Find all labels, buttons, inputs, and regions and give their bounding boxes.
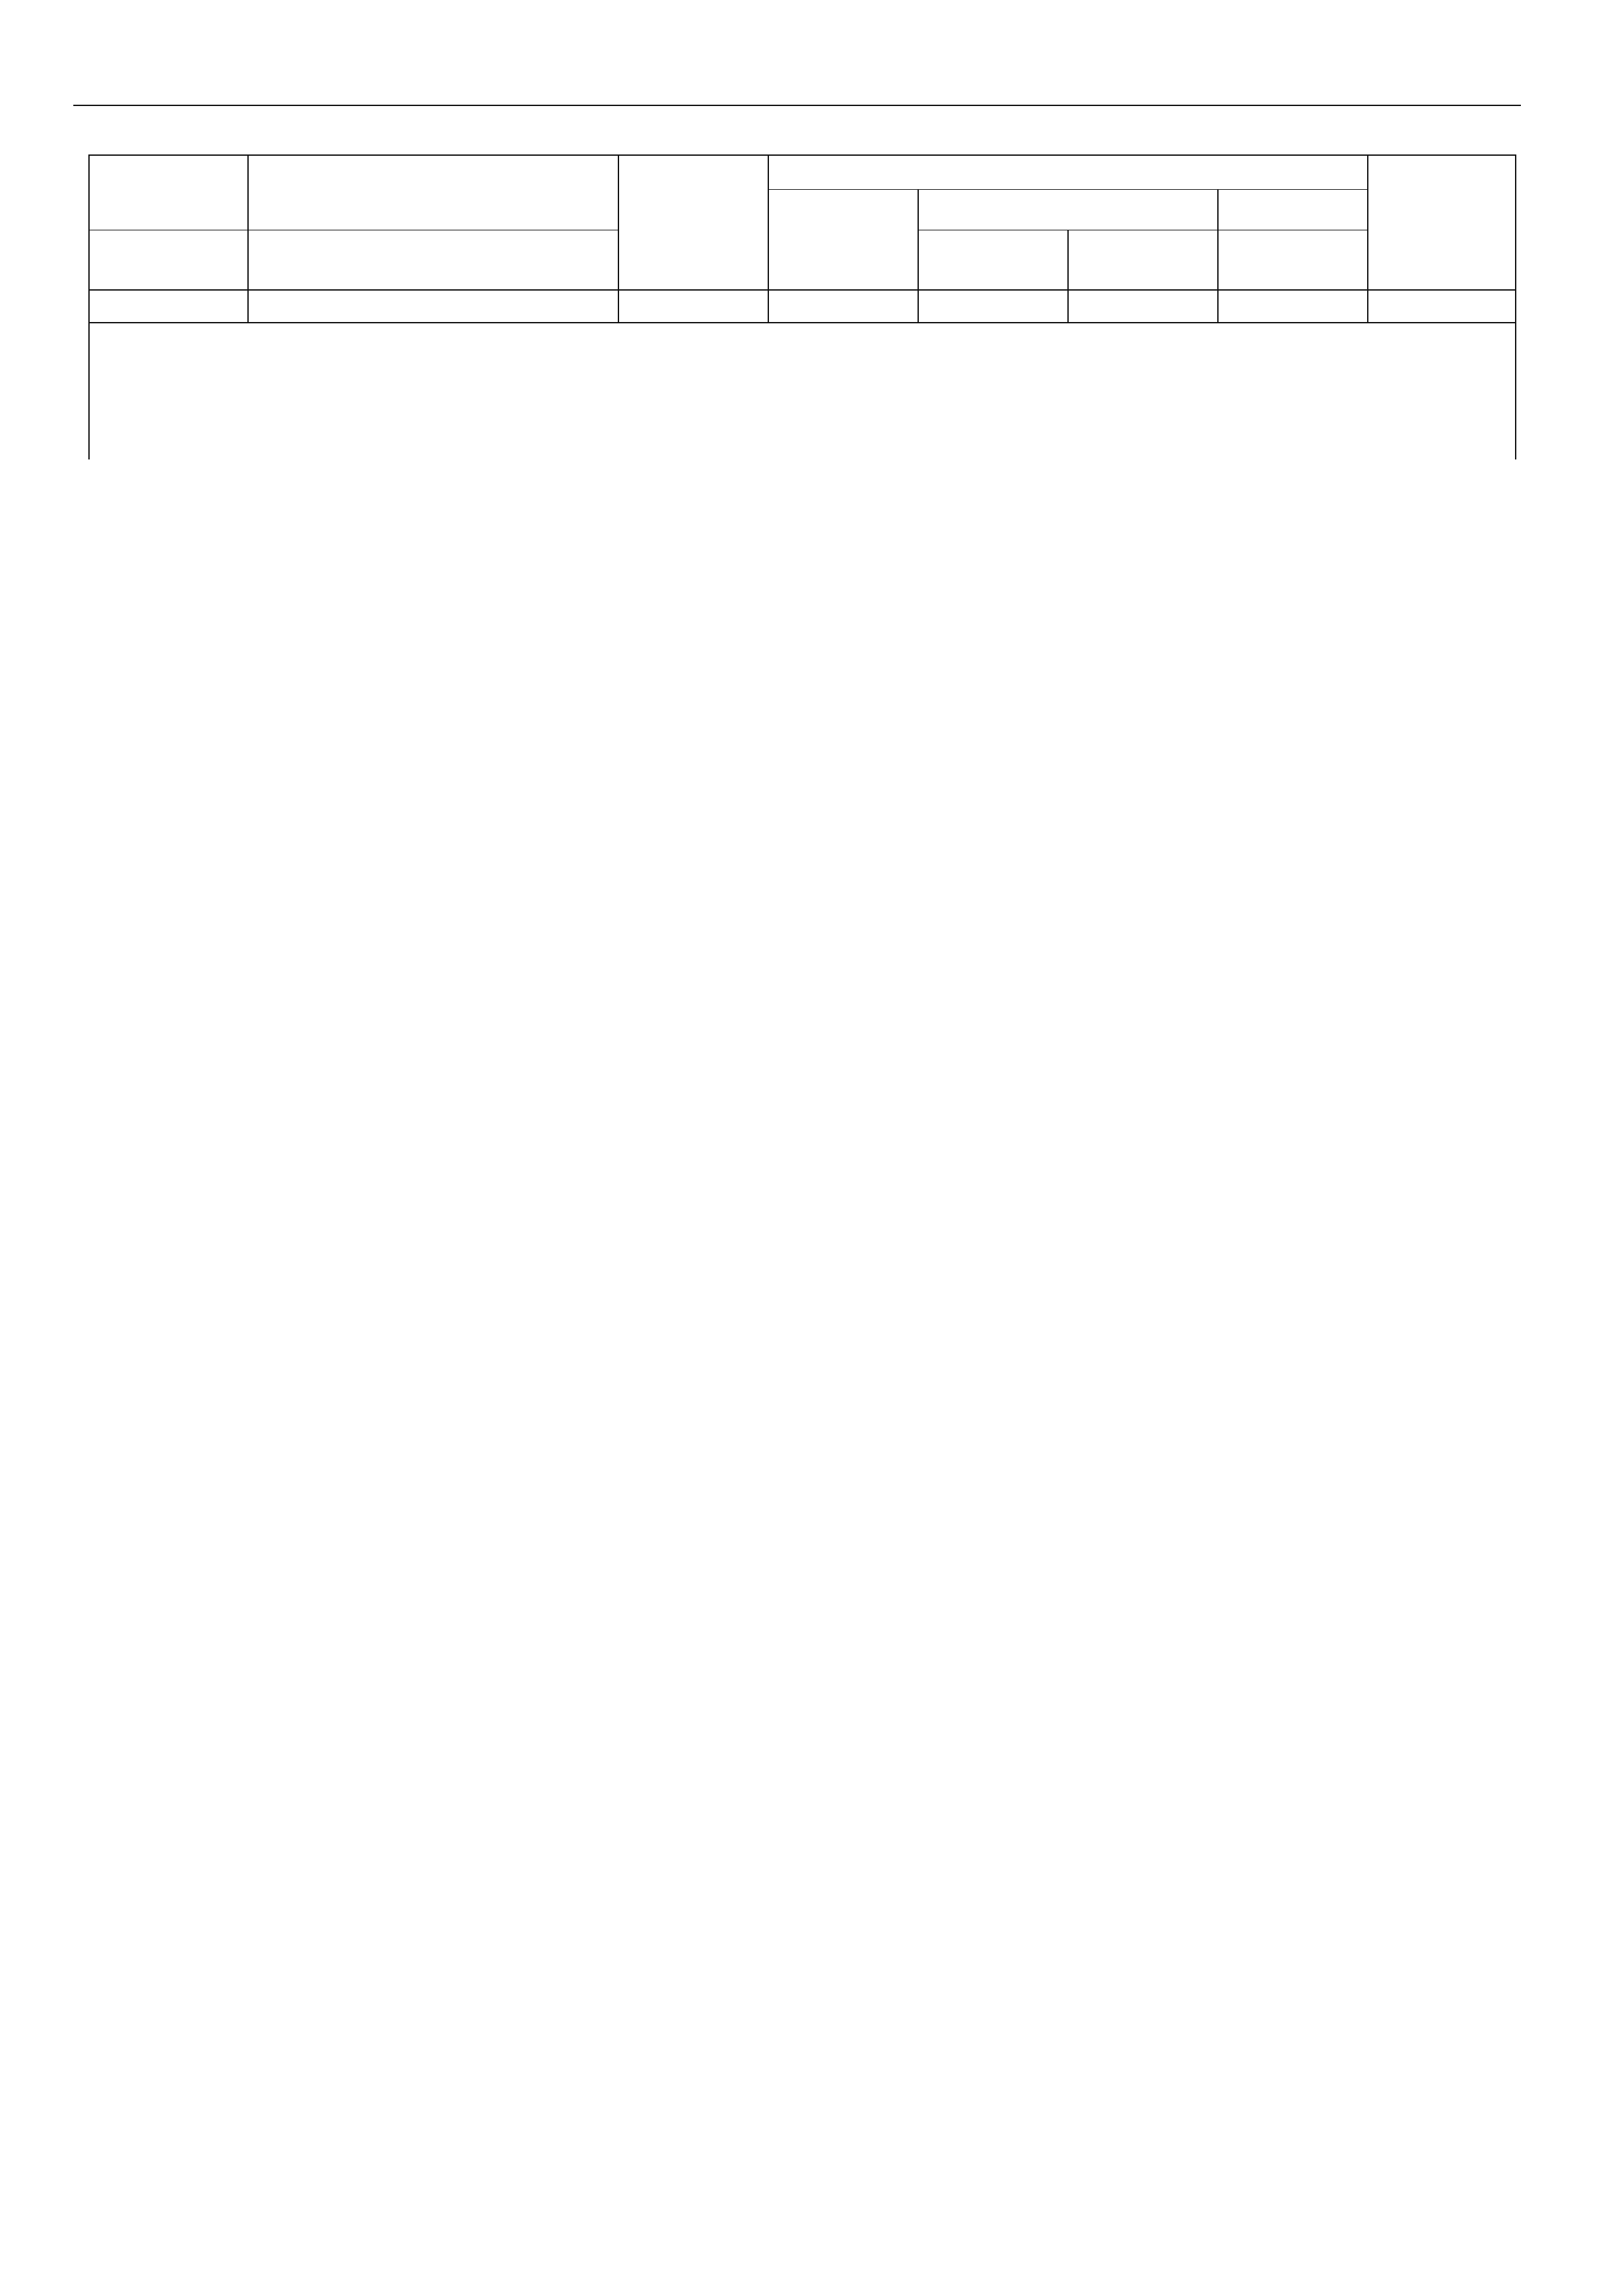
measure-line xyxy=(248,425,1516,459)
header-num-6 xyxy=(1068,290,1218,323)
measure-spacer xyxy=(89,425,248,459)
header-col7 xyxy=(1218,230,1368,290)
header-group-materials xyxy=(1218,189,1368,230)
subsection-block xyxy=(89,323,1516,459)
header-col1-bottom xyxy=(89,230,248,290)
header-num-8 xyxy=(1368,290,1516,323)
rates-table-frame xyxy=(88,154,1515,459)
header-num-7 xyxy=(1218,290,1368,323)
header-rule xyxy=(73,105,1521,106)
header-col8 xyxy=(1368,155,1516,290)
table-title xyxy=(768,376,1516,425)
header-num-4 xyxy=(768,290,918,323)
header-num-2 xyxy=(248,290,618,323)
rates-table xyxy=(88,154,1516,459)
header-num-1 xyxy=(89,290,248,323)
header-col1-top xyxy=(89,155,248,230)
header-num-3 xyxy=(618,290,768,323)
header-col5 xyxy=(918,230,1068,290)
table-number xyxy=(89,376,768,425)
header-col6 xyxy=(1068,230,1218,290)
header-col2-top xyxy=(248,155,618,230)
table-header xyxy=(89,155,1516,323)
header-col2-bottom xyxy=(248,230,618,290)
header-group-including xyxy=(768,155,1368,189)
subsection-title xyxy=(89,323,1516,376)
header-group-machines xyxy=(918,189,1218,230)
header-col3 xyxy=(618,155,768,290)
header-num-5 xyxy=(918,290,1068,323)
header-col4 xyxy=(768,189,918,290)
